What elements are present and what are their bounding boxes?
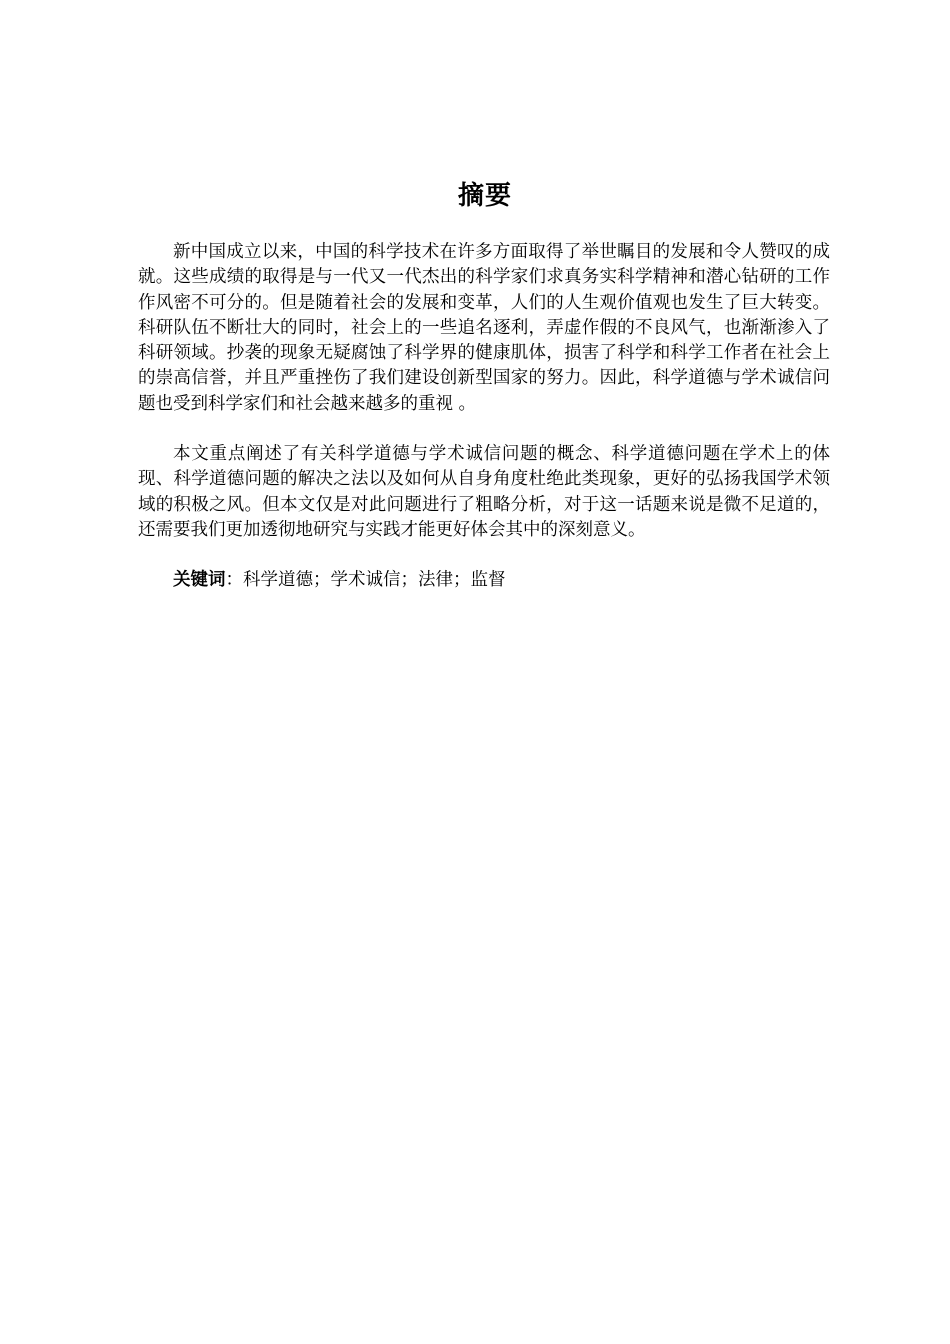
page-title: 摘要	[457, 181, 512, 211]
abstract-paragraph-1: 新中国成立以来，中国的科学技术在许多方面取得了举世瞩目的发展和令人赞叹的成就。这些成绩的取得是与一代又一代杰出的科学家们求真务实科学精神和潜心钻研的工作作风密不可分的。但是随着社会的发展和变革，人们的人生观价值观也发生了巨大转变。科研队伍不断壮大的同时，社会上的一些追名逐利，弄虚作假的不良风气，也渐渐渗入了科研领域。抄袭的现象无疑腐蚀了科学界的健康肌体，损害了科学和科学工作者在社会上的崇高信誉，并且严重挫伤了我们建设创新型国家的努力。因此，科学道德与学术诚信问题也受到科学家们和社会越来越多的重视 。	[138, 242, 830, 414]
keywords-text: ：科学道德；学术诚信；法律；监督	[225, 570, 506, 590]
abstract-paragraph-2: 本文重点阐述了有关科学道德与学术诚信问题的概念、科学道德问题在学术上的体现、科学道德问题的解决之法以及如何从自身角度杜绝此类现象，更好的弘扬我国学术领域的积极之风。但本文仅是对此问题进行了粗略分析，对于这一话题来说是微不足道的，还需要我们更加透彻地研究与实践才能更好体会其中的深刻意义。	[138, 444, 830, 540]
keywords-line	[173, 568, 506, 593]
keywords-label: 关键词	[173, 570, 226, 590]
